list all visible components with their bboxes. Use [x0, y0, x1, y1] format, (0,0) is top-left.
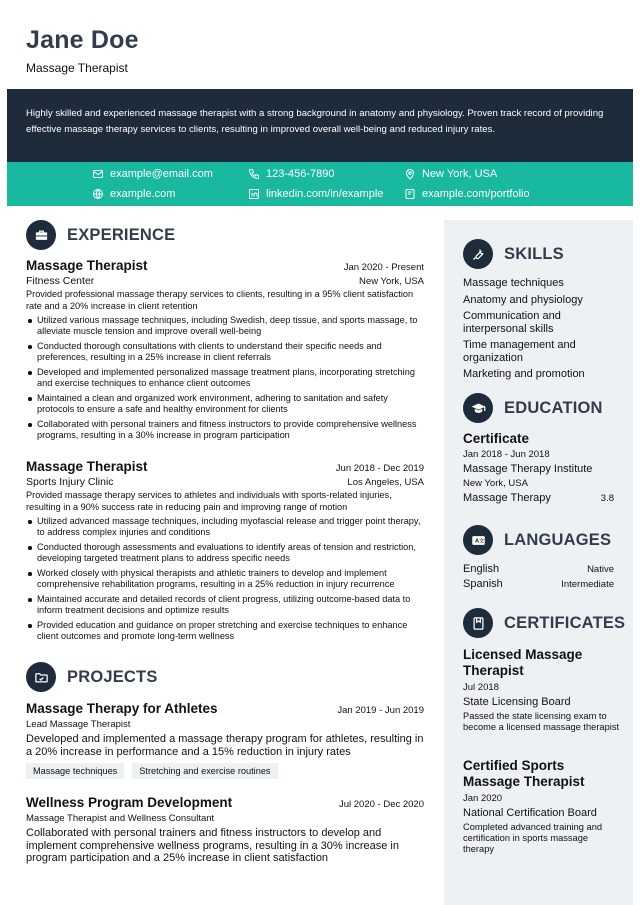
- certificate-description: Passed the state licensing exam to become a licensed massage therapist: [463, 711, 620, 732]
- job-bullet: Worked closely with physical therapists and athletic trainers to develop and implement comprehensive rehabilitation programs, resulting in a 25% reduction in injury recurrence: [26, 568, 424, 590]
- job-bullet: Collaborated with personal trainers and fitness instructors to provide comprehensive wellness programs, resulting in a 30% increase in program participation: [26, 419, 424, 441]
- education-dates: Jan 2018 - Jun 2018: [463, 449, 550, 460]
- summary-box: [7, 89, 633, 162]
- svg-text:A: A: [474, 538, 479, 545]
- education-school: Massage Therapy Institute: [463, 463, 593, 475]
- project-description: Collaborated with personal trainers and fitness instructors to develop and implement comprehensive wellness programs, resulting in a 30% increase in program participation and a 25% increase in client satisfaction: [26, 827, 399, 864]
- projects-heading: PROJECTS: [26, 662, 158, 692]
- job-bullet: Conducted thorough consultations with clients to understand their specific needs and preferences, resulting in a 25% increase in client referrals: [26, 341, 424, 363]
- project-entry: [26, 795, 424, 865]
- experience-heading: EXPERIENCE: [26, 220, 175, 250]
- language-name: Spanish: [463, 578, 503, 590]
- linkedin-icon: [248, 188, 260, 200]
- phone-icon: [248, 168, 260, 180]
- candidate-name: Jane Doe: [26, 26, 139, 54]
- svg-text:文: 文: [478, 538, 484, 545]
- project-role: Lead Massage Therapist: [26, 719, 131, 730]
- job-bullet: Maintained accurate and detailed records of client progress, utilizing outcome-based data to inform treatment decisions and optimize results: [26, 594, 424, 616]
- language-level: Intermediate: [561, 579, 614, 590]
- certificate-name: Certified Sports Massage Therapist: [463, 758, 585, 789]
- job-entry: [26, 258, 424, 445]
- language-level: Native: [587, 564, 614, 575]
- language-icon: [463, 525, 493, 555]
- contact-portfolio[interactable]: example.com/portfolio: [404, 188, 530, 200]
- job-bullet: Utilized advanced massage techniques, including myofascial release and trigger point therapy, to address complex injuries and conditions: [26, 516, 424, 538]
- contact-website[interactable]: example.com: [92, 188, 175, 200]
- education-field: Massage Therapy: [463, 492, 551, 504]
- certificate-name: Licensed Massage Therapist: [463, 647, 583, 678]
- education-heading: EDUCATION: [463, 393, 603, 423]
- graduation-cap-icon: [463, 393, 493, 423]
- wrench-icon: [463, 239, 493, 269]
- project-dates: Jan 2019 - Jun 2019: [337, 705, 424, 716]
- job-title: Massage Therapist: [26, 258, 148, 273]
- languages-list: [463, 563, 614, 590]
- language-row: [463, 563, 614, 575]
- job-location: New York, USA: [359, 276, 424, 287]
- job-dates: Jan 2020 - Present: [343, 262, 424, 273]
- contact-location: New York, USA: [404, 168, 497, 180]
- job-title: Massage Therapist: [26, 459, 148, 474]
- languages-heading: A 文 LANGUAGES: [463, 525, 611, 555]
- certificate-date: Jan 2020: [463, 793, 503, 804]
- certificate-date: Jul 2018: [463, 682, 499, 693]
- language-name: English: [463, 563, 500, 575]
- skill-item: Time management and organization: [463, 339, 576, 364]
- job-location: Los Angeles, USA: [347, 477, 424, 488]
- skills-list: [463, 277, 623, 385]
- location-pin-icon: [404, 168, 416, 180]
- certificate-description: Completed advanced training and certification in sports massage therapy: [463, 822, 603, 854]
- contact-linkedin[interactable]: linkedin.com/in/example: [248, 188, 383, 200]
- job-bullet: Provided education and guidance on proper stretching and exercise techniques to enhance client outcomes and promote long-term wellness: [26, 620, 424, 642]
- certificate-icon: [463, 608, 493, 638]
- project-title: Massage Therapy for Athletes: [26, 701, 218, 716]
- project-description: Developed and implemented a massage therapy program for athletes, resulting in a 20% increase in performance and a 15% reduction in injury rates: [26, 733, 424, 758]
- job-bullet: Developed and implemented personalized massage treatment plans, incorporating stretching and exercise techniques to enhance client outcomes: [26, 367, 424, 389]
- job-description: Provided massage therapy services to athletes and individuals with sports-related injuries, resulting in a 90% success rate in reducing pain and improving range of motion: [26, 490, 392, 512]
- project-tags: [26, 763, 424, 779]
- email-icon: [92, 168, 104, 180]
- certificate-entry: [463, 647, 621, 733]
- summary-text: Highly skilled and experienced massage therapist with a strong background in anatomy and physiology. Proven track record of providing effective massage therapy services to clients, resulting in improved overall well-being and reduced injury rates.: [26, 108, 604, 135]
- job-dates: Jun 2018 - Dec 2019: [335, 463, 424, 474]
- job-bullets: [26, 516, 424, 642]
- contact-phone[interactable]: 123-456-7890: [248, 168, 335, 180]
- candidate-title: Massage Therapist: [26, 61, 128, 75]
- contact-email[interactable]: example@email.com: [92, 168, 213, 180]
- education-degree: Certificate: [463, 431, 530, 446]
- job-entry: [26, 459, 424, 646]
- certificate-issuer: State Licensing Board: [463, 696, 571, 708]
- skill-item: Massage techniques: [463, 277, 564, 289]
- education-gpa: 3.8: [600, 493, 614, 504]
- job-bullet: Utilized various massage techniques, including Swedish, deep tissue, and sports massage, to alleviate muscle tension and improve overall well-being: [26, 315, 424, 337]
- project-dates: Jul 2020 - Dec 2020: [338, 799, 424, 810]
- certificate-entry: [463, 758, 621, 855]
- project-role: Massage Therapist and Wellness Consultant: [26, 813, 215, 824]
- globe-icon: [92, 188, 104, 200]
- education-location: New York, USA: [463, 478, 528, 489]
- skill-item: Marketing and promotion: [463, 368, 585, 380]
- skill-item: Communication and interpersonal skills: [463, 310, 561, 335]
- portfolio-icon: [404, 188, 416, 200]
- certificate-issuer: National Certification Board: [463, 807, 597, 819]
- job-bullet: Conducted thorough assessments and evaluations to identify areas of tension and restriction, developing targeted treatment plans to address specific needs: [26, 542, 424, 564]
- skill-item: Anatomy and physiology: [463, 293, 583, 306]
- job-company: Sports Injury Clinic: [26, 476, 114, 488]
- certificates-heading: CERTIFICATES: [463, 608, 625, 638]
- project-title: Wellness Program Development: [26, 795, 233, 810]
- folder-icon: [26, 662, 56, 692]
- skills-heading: SKILLS: [463, 239, 564, 269]
- project-tag: Stretching and exercise routines: [132, 763, 277, 779]
- job-bullets: [26, 315, 424, 441]
- resume-header: [26, 26, 139, 75]
- job-description: Provided professional massage therapy services to clients, resulting in a 95% client satisfaction rate and a 20% increase in client retention: [26, 289, 414, 311]
- project-tag: Massage techniques: [26, 763, 124, 779]
- job-company: Fitness Center: [26, 275, 95, 287]
- briefcase-icon: [26, 220, 56, 250]
- job-bullet: Maintained a clean and organized work environment, adhering to sanitation and safety protocols to ensure a safe and healthy environment for clients: [26, 393, 424, 415]
- project-entry: [26, 701, 424, 779]
- education-entry: [463, 431, 614, 504]
- language-row: [463, 578, 614, 590]
- contact-bar: [7, 162, 633, 206]
